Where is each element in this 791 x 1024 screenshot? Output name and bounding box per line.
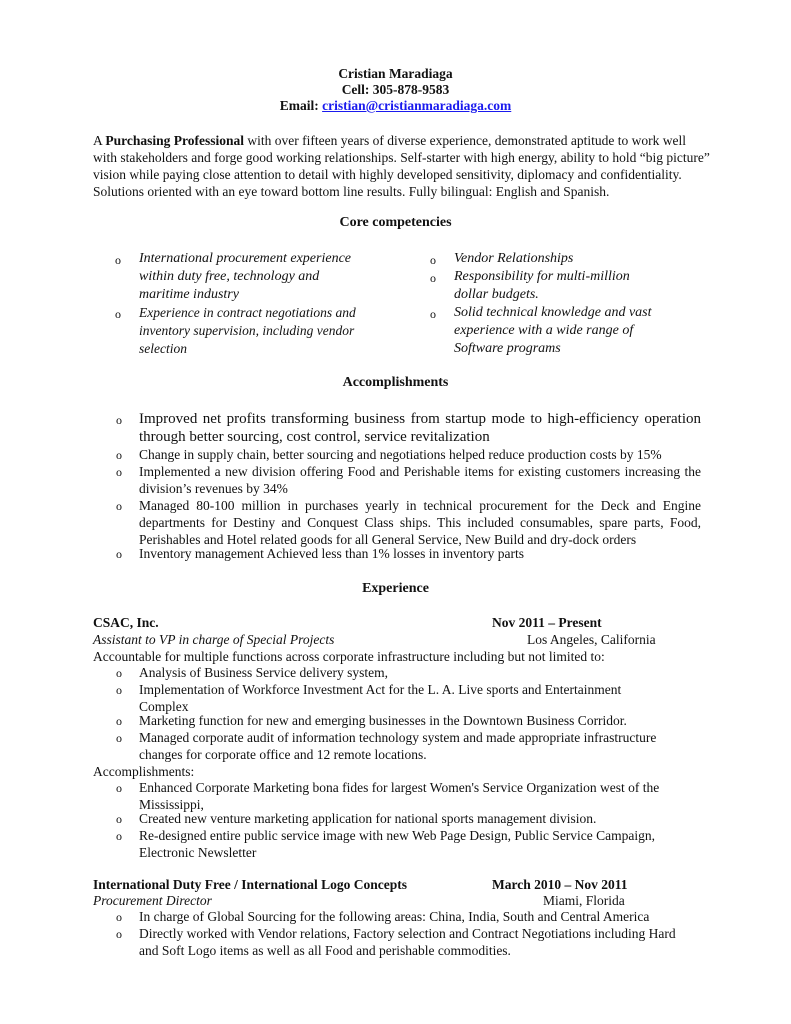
accomplishment-item: Inventory management Achieved less than 1% losses in inventory parts [139, 546, 525, 561]
job-accomplishment: Created new venture marketing application for national sports management division. [139, 811, 597, 826]
job-company: International Duty Free / International Logo Concepts [93, 877, 407, 892]
bullet-icon: o [116, 910, 122, 924]
competency-item: Experience in contract negotiations and inventory supervision, including vendor selection [139, 305, 356, 356]
cell-phone: Cell: 305-878-9583 [341, 82, 450, 97]
summary-title: Purchasing Professional [105, 133, 245, 148]
accomplishment-item: Managed 80-100 million in purchases yearly in technical procurement for the Deck and Engine departments for Destiny and Conquest Class ships. This included consumables, spare parts, Food, Perishables and Hotel related goods for all General Service, New Build and dry-dock orders [139, 498, 701, 547]
bullet-icon: o [115, 253, 121, 267]
competencies-heading: Core competencies [339, 215, 452, 230]
summary-text: with over fifteen years of diverse experience, demonstrated aptitude to work well with stakeholders and forge good working relationships. Self-starter with high energy, ability to hold “big picture” vision while paying close attention to detail with highly developed sensitivity, diplomacy and confidentiality. Solutions oriented with an eye toward bottom line results. Fully bilingual: English and Spanish. [93, 133, 710, 199]
email-line [0, 98, 791, 114]
bullet-icon: o [116, 683, 122, 697]
job-duty: Directly worked with Vendor relations, Factory selection and Contract Negotiations including Hard and Soft Logo items as well as all Food and perishable commodities. [139, 926, 676, 958]
job-duty: Analysis of Business Service delivery system, [139, 665, 388, 680]
accomplishment-item: Change in supply chain, better sourcing and negotiations helped reduce production costs by 15% [139, 447, 662, 462]
bullet-icon: o [116, 731, 122, 745]
job-accomplishments-label: Accomplishments: [93, 764, 195, 779]
bullet-icon: o [115, 307, 121, 321]
bullet-icon: o [116, 547, 122, 561]
bullet-icon: o [430, 271, 436, 285]
experience-heading: Experience [362, 581, 429, 596]
competency-item: Solid technical knowledge and vast experience with a wide range of Software programs [454, 305, 652, 356]
accomplishments-heading: Accomplishments [342, 375, 449, 390]
job-accomplishment: Re-designed entire public service image with new Web Page Design, Public Service Campaign, Electronic Newsletter [139, 828, 656, 860]
email-link[interactable]: cristian@cristianmaradiaga.com [322, 98, 512, 113]
bullet-icon: o [116, 927, 122, 941]
bullet-icon: o [116, 714, 122, 728]
email-label: Email: [279, 98, 323, 113]
accomplishment-item: Implemented a new division offering Food and Perishable items for existing customers increasing the division’s revenues by 34% [139, 464, 701, 496]
bullet-icon: o [116, 465, 122, 479]
job-role: Assistant to VP in charge of Special Projects [93, 632, 335, 647]
bullet-icon: o [116, 413, 122, 427]
job-duty: Marketing function for new and emerging businesses in the Downtown Business Corridor. [139, 713, 627, 728]
bullet-icon: o [430, 307, 436, 321]
job-location: Miami, Florida [543, 893, 625, 908]
job-duty: Managed corporate audit of information technology system and made appropriate infrastructure changes for corporate office and 12 remote locations. [139, 730, 657, 762]
summary-intro: A [93, 133, 106, 148]
bullet-icon: o [116, 448, 122, 462]
bullet-icon: o [116, 666, 122, 680]
bullet-icon: o [116, 829, 122, 843]
job-duty: In charge of Global Sourcing for the following areas: China, India, South and Central America [139, 909, 650, 924]
candidate-name: Cristian Maradiaga [338, 66, 453, 81]
summary-paragraph [93, 132, 713, 200]
competency-item: Vendor Relationships [454, 251, 574, 266]
contact-header [0, 66, 791, 114]
job-location: Los Angeles, California [527, 632, 656, 647]
job-company: CSAC, Inc. [93, 615, 159, 630]
competency-item: International procurement experience within duty free, technology and maritime industry [139, 251, 352, 302]
job-dates: Nov 2011 – Present [492, 615, 602, 630]
bullet-icon: o [116, 781, 122, 795]
job-intro: Accountable for multiple functions across corporate infrastructure including but not limited to: [93, 649, 605, 664]
job-dates: March 2010 – Nov 2011 [492, 877, 628, 892]
job-role: Procurement Director [93, 893, 212, 908]
job-duty: Implementation of Workforce Investment Act for the L. A. Live sports and Entertainment Complex [139, 682, 622, 714]
bullet-icon: o [430, 253, 436, 267]
job-accomplishment: Enhanced Corporate Marketing bona fides for largest Women's Service Organization west of the Mississippi, [139, 780, 660, 812]
accomplishment-item: Improved net profits transforming business from startup mode to high-efficiency operation through better sourcing, cost control, service revitalization [139, 411, 701, 445]
bullet-icon: o [116, 812, 122, 826]
bullet-icon: o [116, 499, 122, 513]
competency-item: Responsibility for multi-million dollar budgets. [454, 269, 630, 302]
